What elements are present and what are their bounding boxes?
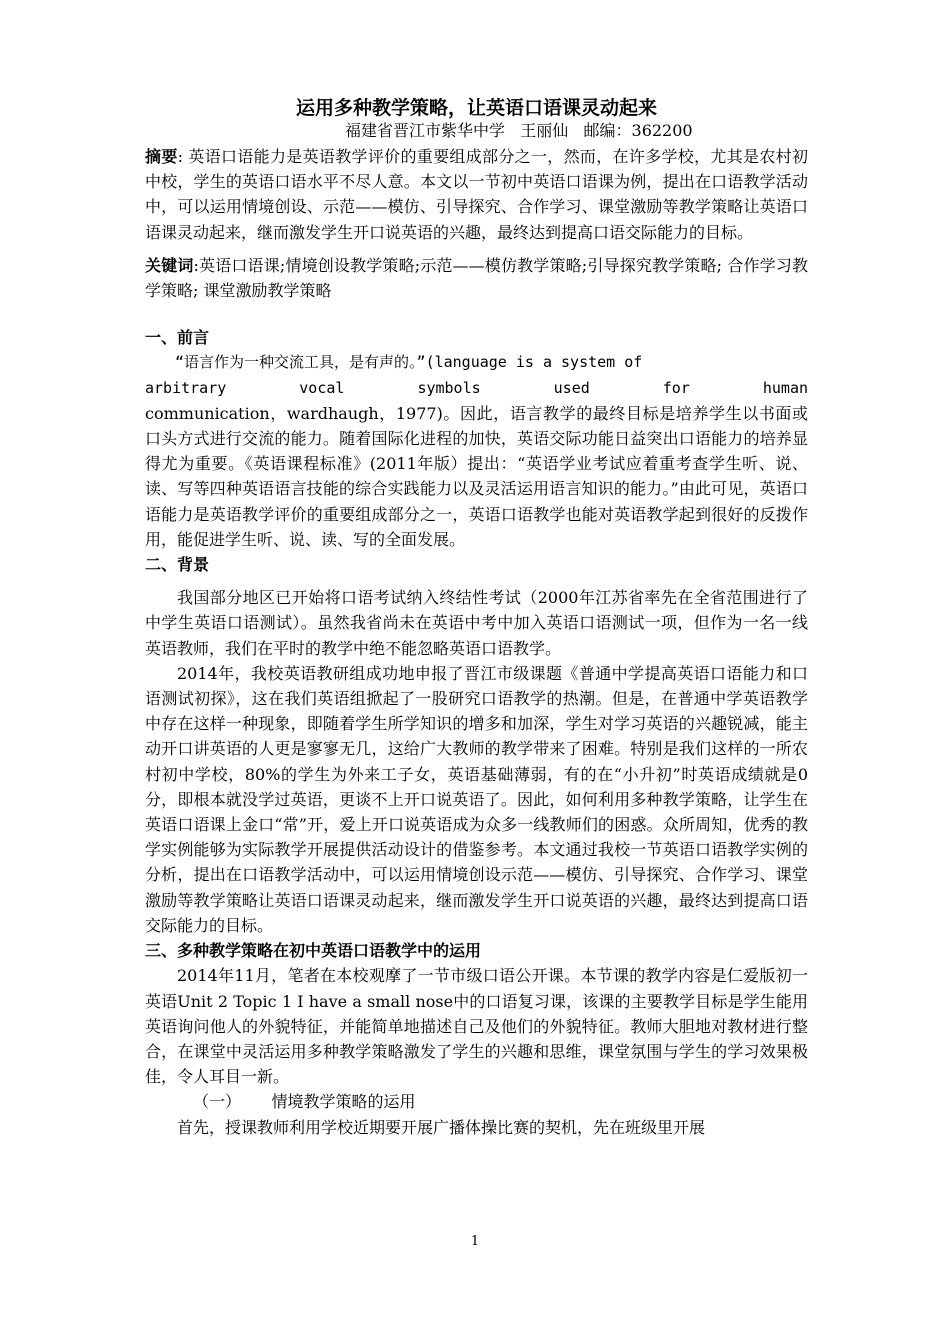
keywords-text: :英语口语课;情境创设教学策略;示范——模仿教学策略;引导探究教学策略; 合作学习教学策略; 课堂激励教学策略 [145, 255, 808, 301]
section-heading-background: 二、背景 [145, 555, 210, 575]
document-title: 运用多种教学策略，让英语口语课灵动起来 [295, 97, 657, 119]
section-heading-intro: 一、前言 [145, 328, 210, 348]
sub-heading-situational: （一） 情境教学策略的运用 [193, 1092, 416, 1112]
spacer [145, 245, 808, 253]
quote-word: human [762, 378, 809, 397]
quote-word: symbols [417, 378, 481, 397]
keywords-paragraph [145, 253, 808, 303]
blank-line [145, 303, 808, 325]
quote-word: for [662, 378, 690, 397]
strategies-paragraph-2: 首先，授课教师利用学校近期要开展广播体操比赛的契机，先在班级里开展 [177, 1117, 706, 1137]
keywords-label: 关键词 [145, 255, 194, 275]
abstract-paragraph [145, 144, 808, 245]
spacer [145, 577, 808, 585]
author-line: 福建省晋江市紫华中学 王丽仙 邮编：362200 [345, 121, 693, 140]
page-number: 1 [470, 1234, 480, 1249]
intro-paragraph: communication，wardhaugh，1977)。因此，语言教学的最终目标是培养学生以书面或口头方式进行交流的能力。随着国际化进程的加快，英语交际功能日益突出口语能力的培养显得尤为重要。《英语课程标准》(2011年版）提出：“英语学业考试应着重考查学生听、说、读、写等四种英语语言技能的综合实践能力以及灵活运用语言知识的能力。”由此可见，英语口语能力是英语教学评价的重要组成部分之一，英语口语教学也能对英语教学起到很好的反拨作用，能促进学生听、说、读、写的全面发展。 [145, 403, 808, 549]
section-heading-strategies: 三、多种教学策略在初中英语口语教学中的运用 [145, 941, 482, 961]
quote-word: arbitrary [145, 378, 227, 397]
quote-word: used [553, 378, 590, 397]
strategies-paragraph-1: 2014年11月，笔者在本校观摩了一节市级口语公开课。本节课的教学内容是仁爱版初一英语Unit 2 Topic 1 I have a small nose中的口语复习课，该课的主要教学目标是学生能用英语询问他人的外貌特征，并能简单地描述自己及他们的外貌特征。教师大胆地对教材进行整合，在课堂中灵活运用多种教学策略激发了学生的兴趣和思维，课堂氛围与学生的学习效果极佳，令人耳目一新。 [145, 966, 808, 1087]
quote-word: vocal [299, 378, 345, 397]
intro-quote-line: “语言作为一种交流工具，是有声的。”(language is a system of [175, 353, 643, 372]
intro-quote-spread-line [145, 376, 808, 401]
background-paragraph-1: 我国部分地区已开始将口语考试纳入终结性考试（2000年江苏省率先在全省范围进行了中学生英语口语测试）。虽然我省尚未在英语中考中加入英语口语测试一项，但作为一名一线英语教师，我们在平时的教学中绝不能忽略英语口语教学。 [145, 588, 808, 658]
abstract-label: 摘要 [145, 147, 178, 166]
abstract-text: : 英语口语能力是英语教学评价的重要组成部分之一，然而，在许多学校，尤其是农村初中校，学生的英语口语水平不尽人意。本文以一节初中英语口语课为例，提出在口语教学活动中，可以运用情境创设、示范——模仿、引导探究、合作学习、课堂激励等教学策略让英语口语课灵动起来，继而激发学生开口说英语的兴趣，最终达到提高口语交际能力的目标。 [145, 147, 808, 242]
background-paragraph-2: 2014年，我校英语教研组成功地申报了晋江市级课题《普通中学提高英语口语能力和口语测试初探》，这在我们英语组掀起了一股研究口语教学的热潮。但是，在普通中学英语教学中存在这样一种现象，即随着学生所学知识的增多和加深，学生对学习英语的兴趣锐减，能主动开口讲英语的人更是寥寥无几，这给广大教师的教学带来了困难。特别是我们这样的一所农村初中学校，80%的学生为外来工子女，英语基础薄弱，有的在“小升初”时英语成绩就是0分，即根本就没学过英语，更谈不上开口说英语了。因此，如何利用多种教学策略，让学生在英语口语课上金口“常”开，爱上开口说英语成为众多一线教师们的困惑。众所周知，优秀的教学实例能够为实际教学开展提供活动设计的借鉴参考。本文通过我校一节英语口语教学实例的分析，提出在口语教学活动中，可以运用情境创设示范——模仿、引导探究、合作学习、课堂激励等教学策略让英语口语课灵动起来，继而激发学生开口说英语的兴趣，最终达到提高口语交际能力的目标。 [145, 663, 808, 935]
